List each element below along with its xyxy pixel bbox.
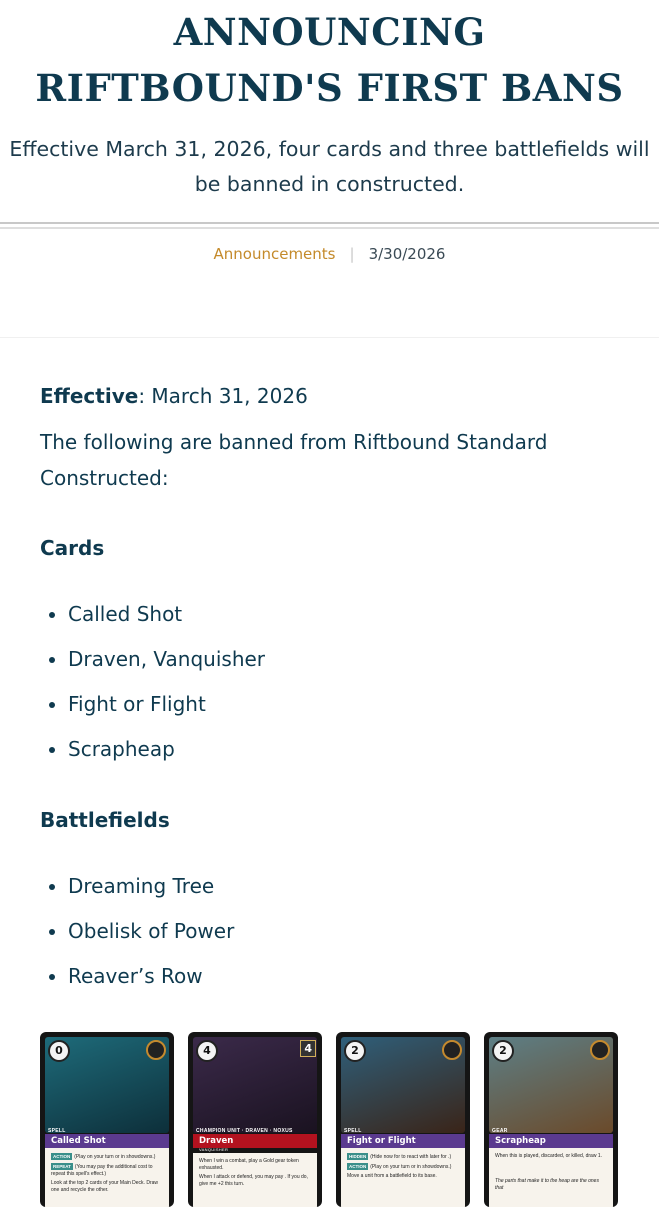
card-image-scrapheap[interactable]: [484, 1032, 618, 1207]
card-name: Fight or Flight: [341, 1134, 465, 1148]
list-item: Obelisk of Power: [40, 909, 629, 954]
cards-heading: Cards: [40, 536, 105, 560]
title-line-1: ANNOUNCING: [173, 10, 486, 54]
article-meta: [0, 245, 659, 263]
card-text: [341, 1148, 465, 1207]
page-title: [0, 0, 659, 116]
card-type: CHAMPION UNIT · DRAVEN · NOXUS: [196, 1128, 293, 1134]
list-item: Reaver’s Row: [40, 954, 629, 999]
page-header: [0, 0, 659, 202]
card-type: GEAR: [492, 1128, 508, 1134]
meta-separator: |: [349, 245, 355, 263]
flavor-text: The parts that make it to the heap are the ones that: [495, 1178, 599, 1191]
card-name: Called Shot: [45, 1134, 169, 1148]
rules-text: (Play on your turn or in showdowns.): [370, 1164, 452, 1170]
divider-line: [0, 222, 659, 224]
domain-icon: [442, 1040, 462, 1060]
card-type: SPELL: [344, 1128, 362, 1134]
battlefields-heading: Battlefields: [40, 808, 170, 832]
effective-label: Effective: [40, 384, 139, 408]
keyword-tag: HIDDEN: [349, 1154, 367, 1159]
effective-line: [40, 378, 629, 414]
category-link[interactable]: Announcements: [213, 245, 336, 263]
card-cost: 0: [48, 1040, 70, 1062]
banned-battlefields-list: [40, 864, 629, 999]
list-item: Draven, Vanquisher: [40, 637, 629, 682]
card-text: [489, 1148, 613, 1207]
card-text: [45, 1148, 169, 1207]
card-might: 4: [300, 1040, 316, 1057]
list-item: Dreaming Tree: [40, 864, 629, 909]
rules-text: Move a unit from a battlefield to its base.: [347, 1173, 437, 1179]
card-image-row: [40, 1032, 620, 1202]
card-image-called-shot[interactable]: [40, 1032, 174, 1207]
rules-text: When I attack or defend, you may pay . If you do, give me +2 this turn.: [199, 1174, 308, 1187]
keyword-tag: REPEAT: [53, 1164, 71, 1169]
article-body: [40, 378, 629, 999]
card-image-fight-or-flight[interactable]: [336, 1032, 470, 1207]
list-item: Fight or Flight: [40, 682, 629, 727]
divider-line: [0, 227, 659, 229]
domain-icon: [146, 1040, 166, 1060]
page-subtitle: Effective March 31, 2026, four cards and three battlefields will be banned in constructed.: [9, 137, 650, 196]
title-line-2: RIFTBOUND'S FIRST BANS: [35, 66, 624, 110]
card-name: Scrapheap: [489, 1134, 613, 1148]
keyword-tag: ACTION: [53, 1154, 71, 1159]
card-type: SPELL: [48, 1128, 66, 1134]
publish-date: 3/30/2026: [368, 245, 446, 263]
card-cost: 4: [196, 1040, 218, 1062]
card-cost: 2: [492, 1040, 514, 1062]
section-divider: [0, 337, 659, 338]
rules-text: When I win a combat, play a Gold gear token exhausted.: [199, 1158, 299, 1171]
rules-text: Look at the top 2 cards of your Main Deck. Draw one and recycle the other.: [51, 1180, 158, 1193]
rules-text: When this is played, discarded, or killed, draw 1.: [495, 1153, 602, 1159]
list-item: Called Shot: [40, 592, 629, 637]
keyword-tag: ACTION: [349, 1164, 367, 1169]
banned-cards-list: [40, 592, 629, 772]
card-image-draven[interactable]: [188, 1032, 322, 1207]
card-cost: 2: [344, 1040, 366, 1062]
card-text: [193, 1153, 317, 1207]
card-name: Draven: [193, 1134, 317, 1148]
rules-text: (You may pay the additional cost to repeat this spell's effect.): [51, 1164, 153, 1177]
intro-paragraph: The following are banned from Riftbound Standard Constructed:: [40, 430, 548, 490]
list-item: Scrapheap: [40, 727, 629, 772]
card-subtitle: VANQUISHER: [199, 1147, 229, 1152]
domain-icon: [590, 1040, 610, 1060]
effective-value: : March 31, 2026: [138, 384, 308, 408]
rules-text: (Play on your turn or in showdowns.): [74, 1154, 156, 1160]
rules-text: (Hide now for to react with later for .): [370, 1154, 452, 1160]
